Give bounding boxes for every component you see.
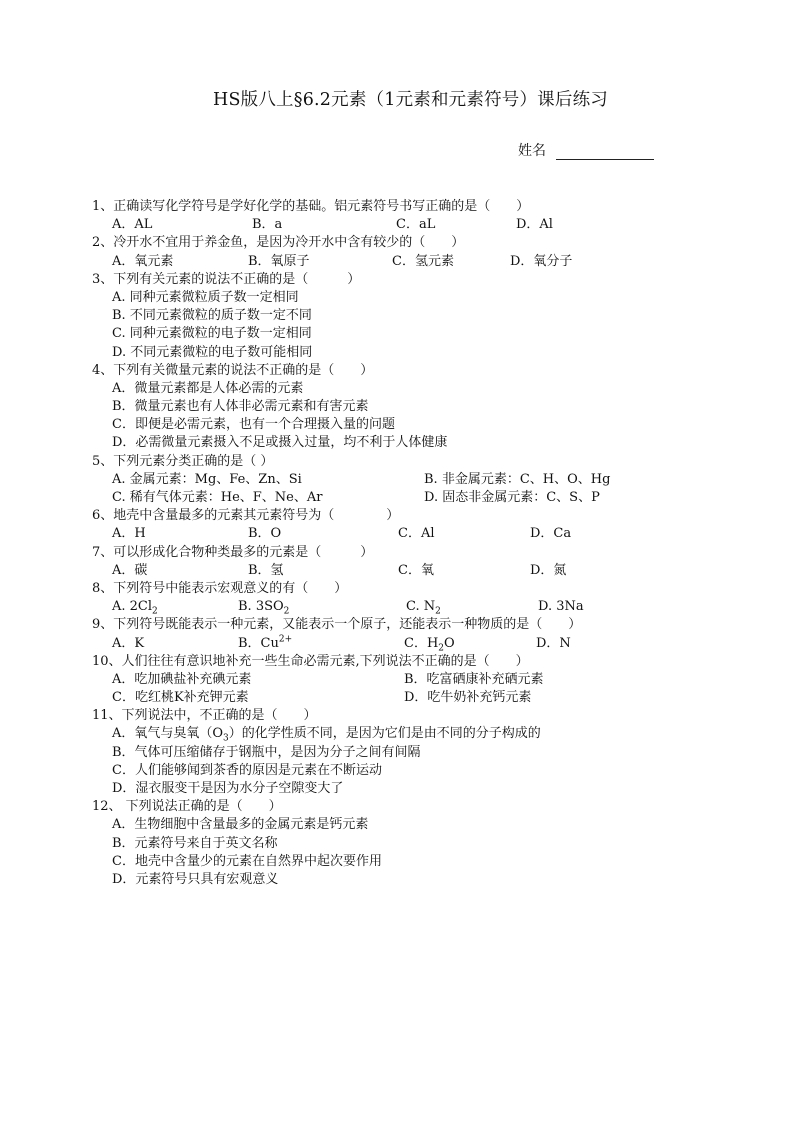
- option-c[interactable]: C. 稀有气体元素：He、F、Ne、Ar: [112, 490, 323, 505]
- option-c-text: C. N: [406, 599, 436, 615]
- question-11: [92, 707, 732, 725]
- superscript: 2+: [278, 634, 293, 645]
- subscript: 2: [152, 606, 158, 617]
- question-1: [92, 198, 732, 216]
- options-row: [92, 471, 732, 489]
- question-stem: 11、下列说法中，不正确的是（ ）: [92, 708, 317, 724]
- options-row: [92, 671, 732, 689]
- option-b[interactable]: B．气体可压缩储存于钢瓶中，是因为分子之间有间隔: [112, 744, 421, 760]
- option-row: [92, 289, 732, 307]
- option-a[interactable]: A．K: [112, 635, 145, 651]
- option-b[interactable]: B. 不同元素微粒的质子数一定不同: [112, 308, 312, 324]
- option-a[interactable]: A．AL: [112, 217, 153, 233]
- name-field: [518, 140, 654, 160]
- options-row: [92, 689, 732, 707]
- option-d[interactable]: D．吃牛奶补充钙元素: [404, 690, 532, 706]
- option-c[interactable]: C．人们能够闻到茶香的原因是元素在不断运动: [112, 762, 382, 778]
- option-row: [92, 398, 732, 416]
- option-b[interactable]: B．O: [248, 526, 282, 542]
- options-row: [92, 562, 732, 580]
- option-b[interactable]: [238, 598, 289, 616]
- option-a[interactable]: A. 同种元素微粒质子数一定相同: [112, 289, 299, 305]
- page-title: HS版八上§6.2元素（1元素和元素符号）课后练习: [213, 90, 608, 110]
- options-row: [92, 216, 732, 234]
- question-stem: 6、地壳中含量最多的元素其元素符号为（ ）: [92, 508, 400, 524]
- option-d[interactable]: D. 不同元素微粒的电子数可能相同: [112, 344, 313, 360]
- question-4: [92, 362, 732, 380]
- question-10: [92, 653, 732, 671]
- option-a[interactable]: A．微量元素都是人体必需的元素: [112, 380, 304, 396]
- option-b[interactable]: B．微量元素也有人体非必需元素和有害元素: [112, 399, 369, 415]
- question-5: [92, 453, 732, 471]
- option-c[interactable]: C．氢元素: [392, 253, 454, 269]
- option-d[interactable]: D．氧分子: [510, 253, 573, 269]
- options-row: [92, 253, 732, 271]
- option-row: [92, 780, 732, 798]
- option-c-text-tail: O: [444, 635, 455, 651]
- option-row: [92, 816, 732, 834]
- option-b[interactable]: B．吃富硒康补充硒元素: [404, 671, 544, 687]
- option-a-text-tail: ）的化学性质不同，是因为它们是由不同的分子构成的: [228, 726, 541, 742]
- option-row: [92, 853, 732, 871]
- option-c[interactable]: C．即便是必需元素，也有一个合理摄入量的问题: [112, 417, 395, 433]
- options-row: [92, 489, 732, 507]
- option-b[interactable]: B．氢: [248, 562, 284, 578]
- question-12: [92, 798, 732, 816]
- question-stem: 8、下列符号中能表示宏观意义的有（ ）: [92, 580, 348, 596]
- option-b[interactable]: B．a: [252, 217, 283, 233]
- option-a[interactable]: A．氧元素: [112, 253, 174, 269]
- subscript: 2: [435, 606, 441, 617]
- option-a[interactable]: [112, 725, 541, 743]
- option-a[interactable]: A．生物细胞中含量最多的金属元素是钙元素: [112, 817, 369, 833]
- option-d[interactable]: D．元素符号只具有宏观意义: [112, 871, 279, 887]
- option-a[interactable]: A．碳: [112, 562, 148, 578]
- option-a-text: A. 2Cl: [112, 599, 153, 615]
- question-6: [92, 507, 732, 525]
- option-b[interactable]: B．氧原子: [248, 253, 310, 269]
- subscript: 2: [438, 643, 445, 654]
- option-c[interactable]: [404, 635, 455, 653]
- question-stem: 10、人们往往有意识地补充一些生命必需元素,下列说法不正确的是（ ）: [92, 653, 529, 669]
- option-d[interactable]: D．Ca: [530, 526, 572, 542]
- option-c[interactable]: C．吃红桃K补充钾元素: [112, 690, 249, 706]
- question-stem: 3、下列有关元素的说法不正确的是（ ）: [92, 271, 361, 287]
- question-stem: 1、正确读写化学符号是学好化学的基础。铝元素符号书写正确的是（ ）: [92, 199, 530, 214]
- option-d[interactable]: D．氮: [530, 562, 567, 578]
- question-stem: 9、下列符号既能表示一种元素，又能表示一个原子，还能表示一种物质的是（ ）: [92, 617, 582, 633]
- option-row: [92, 871, 732, 889]
- option-a[interactable]: A．吃加碘盐补充碘元素: [112, 671, 252, 687]
- option-d[interactable]: D．必需微量元素摄入不足或摄入过量，均不利于人体健康: [112, 435, 448, 451]
- option-row: [92, 762, 732, 780]
- option-b[interactable]: [238, 635, 292, 653]
- question-7: [92, 544, 732, 562]
- name-blank-line[interactable]: [556, 145, 654, 160]
- option-c[interactable]: C．aL: [396, 217, 436, 233]
- option-c[interactable]: C. 同种元素微粒的电子数一定相同: [112, 326, 312, 342]
- option-c[interactable]: C．Al: [398, 526, 435, 542]
- option-row: [92, 344, 732, 362]
- option-c[interactable]: C．氧: [398, 562, 434, 578]
- question-stem: 5、下列元素分类正确的是（ ）: [92, 453, 274, 469]
- option-d[interactable]: D. 固态非金属元素：C、S、P: [424, 490, 600, 505]
- option-row: [92, 744, 732, 762]
- subscript: 3: [223, 734, 229, 745]
- options-row: [92, 525, 732, 543]
- option-b-text: B. 3SO: [238, 599, 284, 615]
- question-3: [92, 271, 732, 289]
- subscript: 2: [283, 606, 290, 617]
- option-row: [92, 835, 732, 853]
- option-a[interactable]: A．H: [112, 526, 146, 542]
- option-a[interactable]: A. 金属元素：Mg、Fe、Zn、Si: [112, 471, 302, 487]
- option-row: [92, 307, 732, 325]
- option-row: [92, 380, 732, 398]
- question-8: [92, 580, 732, 598]
- option-b-text: B．Cu: [238, 635, 279, 651]
- options-row: [92, 635, 732, 653]
- name-label: 姓名: [518, 143, 546, 159]
- question-stem: 12、 下列说法正确的是（ ）: [92, 799, 282, 815]
- option-b[interactable]: B．元素符号来自于英文名称: [112, 835, 278, 851]
- option-d[interactable]: D．N: [536, 635, 571, 651]
- question-list: [92, 198, 732, 889]
- option-c-text: C．H: [404, 635, 439, 651]
- question-stem: 7、可以形成化合物种类最多的元素是（ ）: [92, 544, 374, 560]
- question-2: [92, 234, 732, 252]
- option-c[interactable]: [406, 598, 441, 616]
- option-a-text: A．氧气与臭氧（O: [112, 726, 224, 742]
- options-row: [92, 598, 732, 616]
- option-row: [92, 416, 732, 434]
- option-d[interactable]: D．Al: [516, 217, 553, 233]
- option-row: [92, 434, 732, 452]
- option-c[interactable]: C．地壳中含量少的元素在自然界中起次要作用: [112, 853, 382, 869]
- question-stem: 4、下列有关微量元素的说法不正确的是（ ）: [92, 362, 374, 378]
- option-d[interactable]: D. 3Na: [538, 599, 584, 615]
- option-row: [92, 725, 732, 743]
- option-row: [92, 325, 732, 343]
- question-9: [92, 616, 732, 634]
- option-d[interactable]: D．湿衣服变干是因为水分子空隙变大了: [112, 781, 344, 796]
- option-a[interactable]: [112, 598, 158, 616]
- question-stem: 2、冷开水不宜用于养金鱼，是因为冷开水中含有较少的（ ）: [92, 235, 465, 251]
- option-b[interactable]: B. 非金属元素：C、H、O、Hg: [424, 471, 611, 487]
